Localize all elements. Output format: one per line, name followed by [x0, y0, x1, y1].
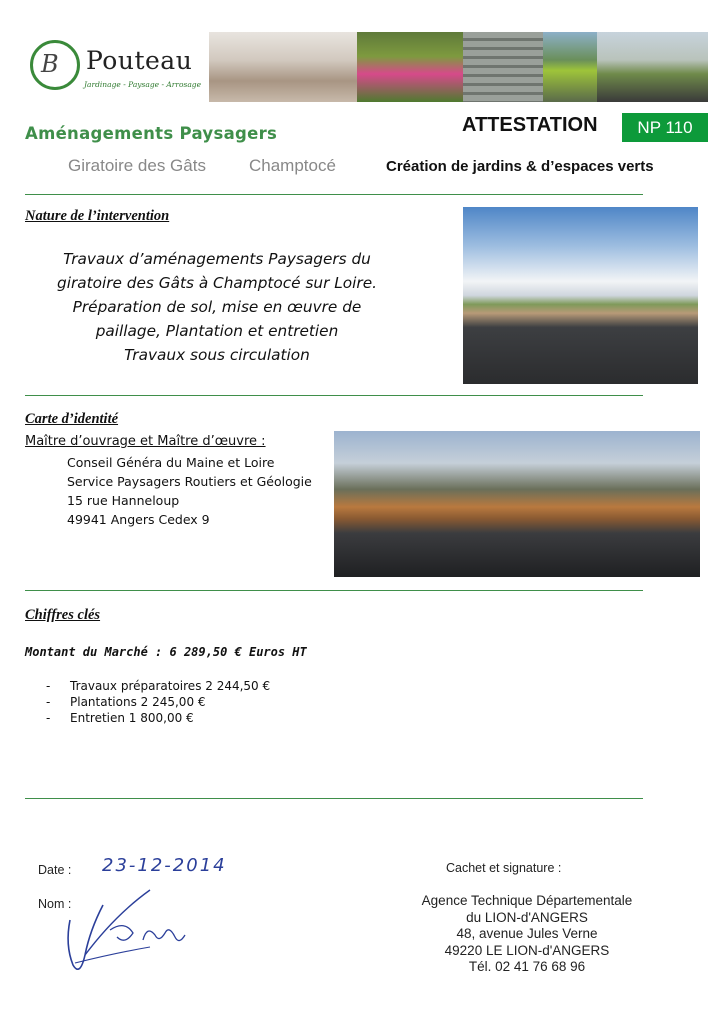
client-address: [67, 453, 312, 529]
location-name: Giratoire des Gâts: [68, 156, 206, 175]
photo-roundabout-sky: [463, 207, 698, 384]
attestation-label: ATTESTATION: [462, 114, 598, 136]
stamp-line: Tél. 02 41 76 68 96: [468, 959, 586, 974]
list-item: [46, 694, 270, 710]
nature-line: Travaux sous circulation: [124, 346, 310, 364]
agency-stamp: [408, 893, 646, 976]
stamp-line: 48, avenue Jules Verne: [456, 926, 598, 941]
stamp-line: du LION-d'ANGERS: [466, 909, 588, 925]
banner-photo-roundabout: [597, 32, 708, 102]
logo-monogram: B: [41, 50, 59, 78]
handwritten-signature: [55, 885, 195, 980]
banner-photo-garden: [357, 32, 463, 102]
address-line: 49941 Angers Cedex 9: [67, 512, 210, 527]
address-line: Conseil Généra du Maine et Loire: [67, 455, 275, 470]
cost-breakdown-list: [46, 678, 270, 726]
list-item-text: Travaux préparatoires 2 244,50 €: [70, 679, 271, 693]
list-item: [46, 710, 270, 726]
cachet-label: Cachet et signature :: [446, 861, 562, 875]
divider: [25, 194, 643, 195]
list-dash: -: [46, 679, 51, 693]
company-tagline: Jardinage - Paysage - Arrosage: [84, 80, 202, 89]
address-line: Service Paysagers Routiers et Géologie: [67, 474, 312, 489]
company-name: Pouteau: [86, 46, 193, 75]
client-role: Maître d’ouvrage et Maître d’œuvre :: [25, 434, 266, 449]
list-item-text: Entretien 1 800,00 €: [70, 711, 194, 725]
list-item: [46, 678, 270, 694]
nature-description: [32, 247, 402, 367]
photo-banner: [209, 32, 708, 102]
banner-photo-worker: [543, 32, 597, 102]
section-title: Aménagements Paysagers: [25, 124, 278, 143]
nature-line: Travaux d’aménagements Paysagers du: [63, 250, 371, 268]
stamp-line: Agence Technique Départementale: [421, 893, 633, 908]
identity-heading: Carte d’identité: [25, 411, 119, 427]
divider: [25, 395, 643, 396]
contract-amount: Montant du Marché : 6 289,50 € Euros HT: [25, 645, 307, 659]
date-handwritten: 23-12-2014: [102, 855, 227, 876]
list-dash: -: [46, 695, 51, 709]
photo-roundabout-planted: [334, 431, 700, 577]
nature-heading: Nature de l’intervention: [25, 208, 170, 224]
banner-photo-steps: [209, 32, 357, 102]
figures-heading: Chiffres clés: [25, 607, 101, 623]
banner-photo-stairs: [463, 32, 543, 102]
location-town: Champtocé: [249, 156, 336, 175]
stamp-line: 49220 LE LION-d'ANGERS: [444, 942, 610, 958]
list-item-text: Plantations 2 245,00 €: [70, 695, 206, 709]
nature-line: paillage, Plantation et entretien: [95, 322, 339, 340]
nature-line: Préparation de sol, mise en œuvre de: [72, 298, 362, 316]
company-logo: [30, 40, 80, 90]
date-label: Date :: [38, 863, 72, 877]
name-label: Nom :: [38, 897, 72, 911]
divider: [25, 590, 643, 591]
np-number-badge: NP 110: [622, 113, 708, 142]
document-subtitle: Création de jardins & d’espaces verts: [386, 158, 654, 175]
list-dash: -: [46, 711, 51, 725]
divider: [25, 798, 643, 799]
nature-line: giratoire des Gâts à Champtocé sur Loire.: [57, 274, 377, 292]
address-line: 15 rue Hanneloup: [67, 493, 180, 508]
